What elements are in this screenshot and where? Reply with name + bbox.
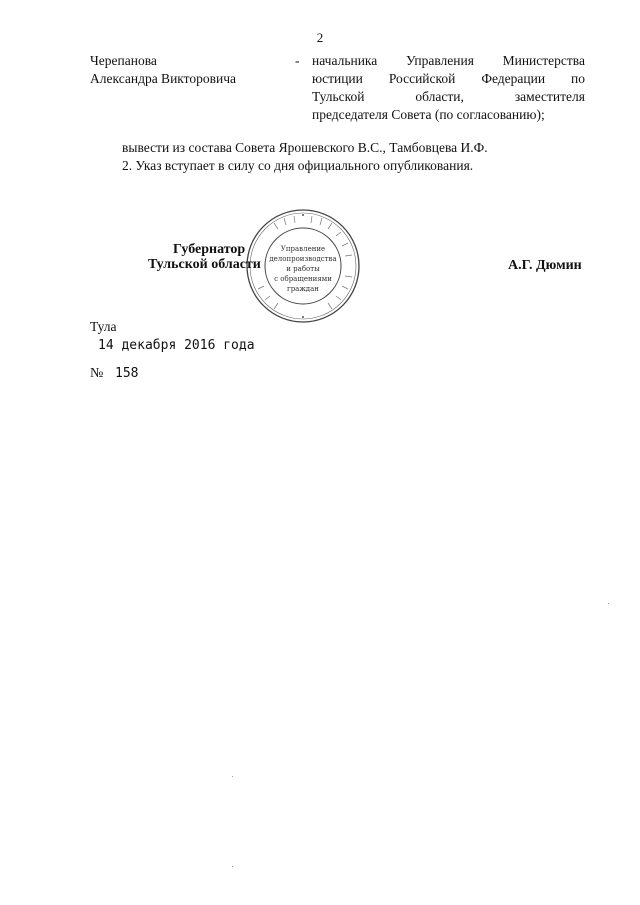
position-line-1: начальника Управления Министерства	[312, 53, 585, 68]
seal-line-5: граждан	[287, 285, 319, 293]
scan-speck	[608, 603, 609, 604]
issue-city: Тула	[90, 319, 117, 334]
governor-title-line2: Тульской области	[148, 257, 261, 272]
seal-line-1: Управление	[280, 245, 326, 253]
issue-number-sign: №	[90, 366, 104, 381]
member-surname: Черепанова	[90, 53, 157, 68]
member-position	[312, 52, 585, 124]
position-line-2: юстиции Российской Федерации по	[312, 71, 585, 86]
seal-line-2: делопроизводства	[269, 255, 337, 263]
remove-members-line: вывести из состава Совета Ярошевского В.С., Тамбовцева И.Ф.	[122, 140, 488, 155]
official-seal	[244, 207, 362, 325]
issue-date: 14 декабря 2016 года	[98, 338, 255, 353]
member-given-names: Александра Викторовича	[90, 71, 237, 86]
scan-speck	[232, 776, 233, 777]
page-number: 2	[316, 30, 324, 45]
member-dash: -	[295, 53, 300, 68]
member-name	[90, 52, 290, 88]
clause-2: 2. Указ вступает в силу со дня официального опубликования.	[122, 158, 474, 173]
seal-line-3: и работы	[286, 265, 320, 273]
governor-title-line1: Губернатор	[173, 242, 246, 257]
scan-speck	[232, 866, 233, 867]
position-line-3: Тульской области, заместителя	[312, 89, 585, 104]
position-line-4: председателя Совета (по согласованию);	[312, 107, 545, 122]
issue-number: 158	[115, 366, 139, 381]
seal-line-4: с обращениями	[274, 275, 332, 283]
governor-name: А.Г. Дюмин	[508, 258, 582, 273]
